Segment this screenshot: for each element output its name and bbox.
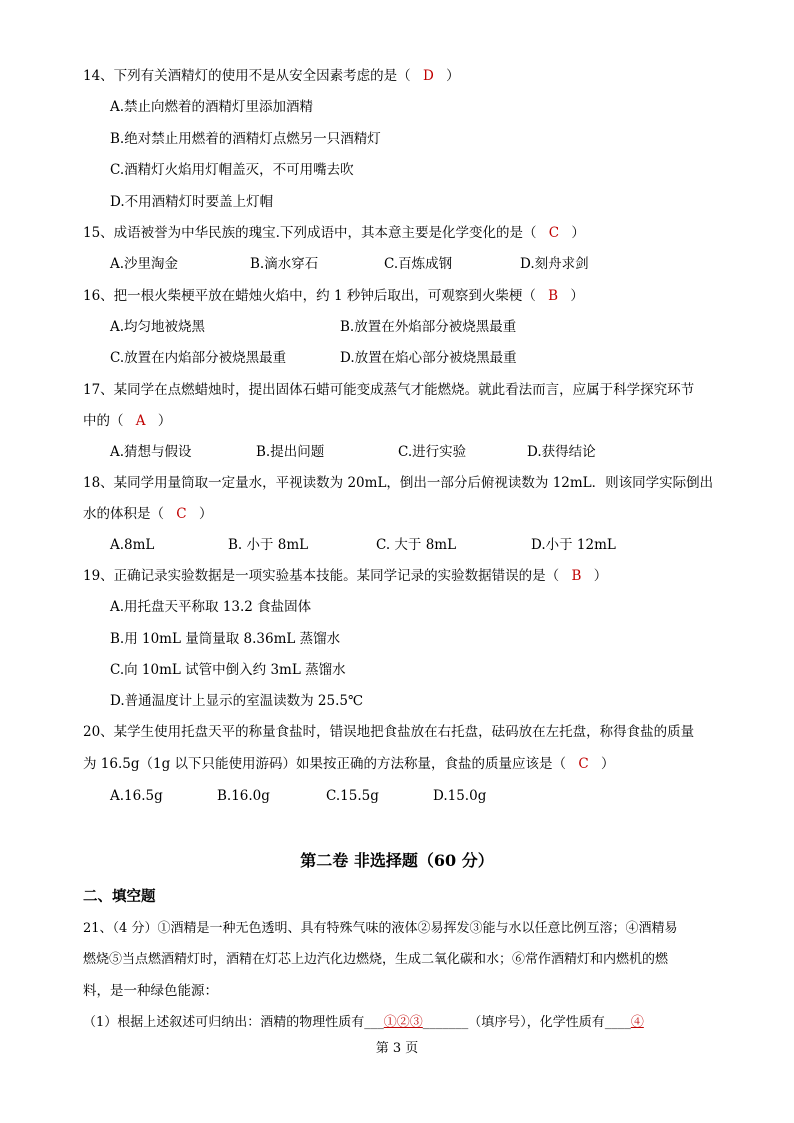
answer-mark: A xyxy=(135,413,146,429)
answer-mark: C xyxy=(176,506,187,522)
question-stem: 19、正确记录实验数据是一项实验基本技能。某同学记录的实验数据错误的是（ xyxy=(83,568,560,584)
section-heading: 二、填空题 xyxy=(83,888,156,905)
option-d: D.获得结论 xyxy=(527,444,596,460)
option-c: C.酒精灯火焰用灯帽盖灭，不可用嘴去吹 xyxy=(110,162,354,178)
option-a: A.猜想与假设 xyxy=(110,444,192,460)
page-number: 第 3 页 xyxy=(375,1041,419,1056)
option-b: B.绝对禁止用燃着的酒精灯点燃另一只酒精灯 xyxy=(110,131,381,147)
option-d: D.刻舟求剑 xyxy=(520,256,589,272)
question-stem: 为 16.5g（1g 以下只能使用游码）如果按正确的方法称量，食盐的质量应该是（ xyxy=(83,756,567,772)
option-a: A.均匀地被烧黑 xyxy=(110,319,206,335)
option-c: C.放置在内焰部分被烧黑最重 xyxy=(110,350,287,366)
fill-blank: _______ xyxy=(422,1015,469,1030)
fill-blank-answer: ④ xyxy=(630,1015,644,1030)
option-a: A.16.5g xyxy=(110,788,163,804)
question-21-line3: 料，是一种绿色能源： xyxy=(83,983,218,999)
question-21-line1: 21、（4 分）①酒精是一种无色透明、具有特殊气味的液体②易挥发③能与水以任意比例互溶；④酒精易 xyxy=(83,921,678,936)
question-stem: 15、成语被誉为中华民族的瑰宝.下列成语中，其本意主要是化学变化的是（ xyxy=(83,225,537,241)
question-20-line2 xyxy=(83,754,614,774)
question-close: ） xyxy=(571,225,585,241)
sub-question-prefix: （1）根据上述叙述可归纳出：酒精的物理性质有 xyxy=(83,1015,365,1030)
option-a: A.禁止向燃着的酒精灯里添加酒精 xyxy=(110,99,314,115)
option-b: B.用 10mL 量筒量取 8.36mL 蒸馏水 xyxy=(110,631,341,647)
question-stem: 14、下列有关酒精灯的使用不是从安全因素考虑的是（ xyxy=(83,68,411,84)
question-21-line2: 燃烧⑤当点燃酒精灯时，酒精在灯芯上边汽化边燃烧，生成二氧化碳和水；⑥常作酒精灯和内燃机的燃 xyxy=(83,952,669,967)
option-c: C.百炼成钢 xyxy=(384,256,453,272)
fill-blank: ____ xyxy=(604,1015,631,1030)
question-15 xyxy=(83,223,585,243)
question-21-sub1 xyxy=(83,1013,644,1033)
option-b: B.16.0g xyxy=(217,788,270,804)
option-a: A.沙里淘金 xyxy=(110,256,179,272)
question-close: ） xyxy=(157,413,172,429)
question-close: ） xyxy=(446,68,460,84)
option-d: D.放置在焰心部分被烧黑最重 xyxy=(340,350,517,366)
option-a: A.用托盘天平称取 13.2 食盐固体 xyxy=(110,599,312,615)
option-d: D.普通温度计上显示的室温读数为 25.5℃ xyxy=(110,693,364,709)
option-c: C.15.5g xyxy=(326,788,379,804)
question-close: ） xyxy=(198,506,213,522)
option-b: B.提出问题 xyxy=(256,444,325,460)
option-d: D.不用酒精灯时要盖上灯帽 xyxy=(110,194,274,210)
option-a: A.8mL xyxy=(110,537,155,553)
question-18-line2 xyxy=(83,504,212,524)
option-d: D.小于 12mL xyxy=(531,537,616,553)
question-stem: 水的体积是（ xyxy=(83,506,164,522)
question-stem: 16、把一根火柴梗平放在蜡烛火焰中，约 1 秒钟后取出，可观察到火柴梗（ xyxy=(83,288,536,304)
answer-mark: D xyxy=(422,68,434,84)
answer-mark: C xyxy=(578,756,589,772)
question-close: ） xyxy=(600,756,615,772)
option-b: B.放置在外焰部分被烧黑最重 xyxy=(340,319,517,335)
question-17-line1: 17、某同学在点燃蜡烛时，提出固体石蜡可能变成蒸气才能燃烧。就此看法而言，应属于科学探究环节 xyxy=(83,382,695,398)
fill-blank: ___ xyxy=(364,1015,384,1030)
fill-blank-answer: ①②③ xyxy=(383,1015,423,1030)
question-18-line1: 18、某同学用量筒取一定量水，平视读数为 20mL，倒出一部分后俯视读数为 12mL．则该同学实际倒出 xyxy=(83,475,714,491)
section-title: 第二卷 非选择题（60 分） xyxy=(300,851,494,870)
question-16 xyxy=(83,286,584,306)
answer-mark: B xyxy=(548,288,559,304)
question-close: ） xyxy=(593,568,608,584)
question-20-line1: 20、某学生使用托盘天平的称量食盐时，错误地把食盐放在右托盘，砝码放在左托盘，称得食盐的质量 xyxy=(83,724,695,740)
option-c: C.进行实验 xyxy=(398,444,467,460)
answer-mark: C xyxy=(548,225,560,241)
option-c: C. 大于 8mL xyxy=(376,537,457,553)
option-b: B. 小于 8mL xyxy=(228,537,309,553)
question-stem: 中的（ xyxy=(83,413,124,429)
option-b: B.滴水穿石 xyxy=(250,256,319,272)
question-17-line2 xyxy=(83,411,171,431)
question-close: ） xyxy=(570,288,584,304)
sub-question-mid: （填序号），化学性质有 xyxy=(468,1015,605,1030)
question-14 xyxy=(83,66,460,86)
option-c: C.向 10mL 试管中倒入约 3mL 蒸馏水 xyxy=(110,662,346,678)
option-d: D.15.0g xyxy=(433,788,487,804)
answer-mark: B xyxy=(571,568,582,584)
question-19 xyxy=(83,566,607,586)
